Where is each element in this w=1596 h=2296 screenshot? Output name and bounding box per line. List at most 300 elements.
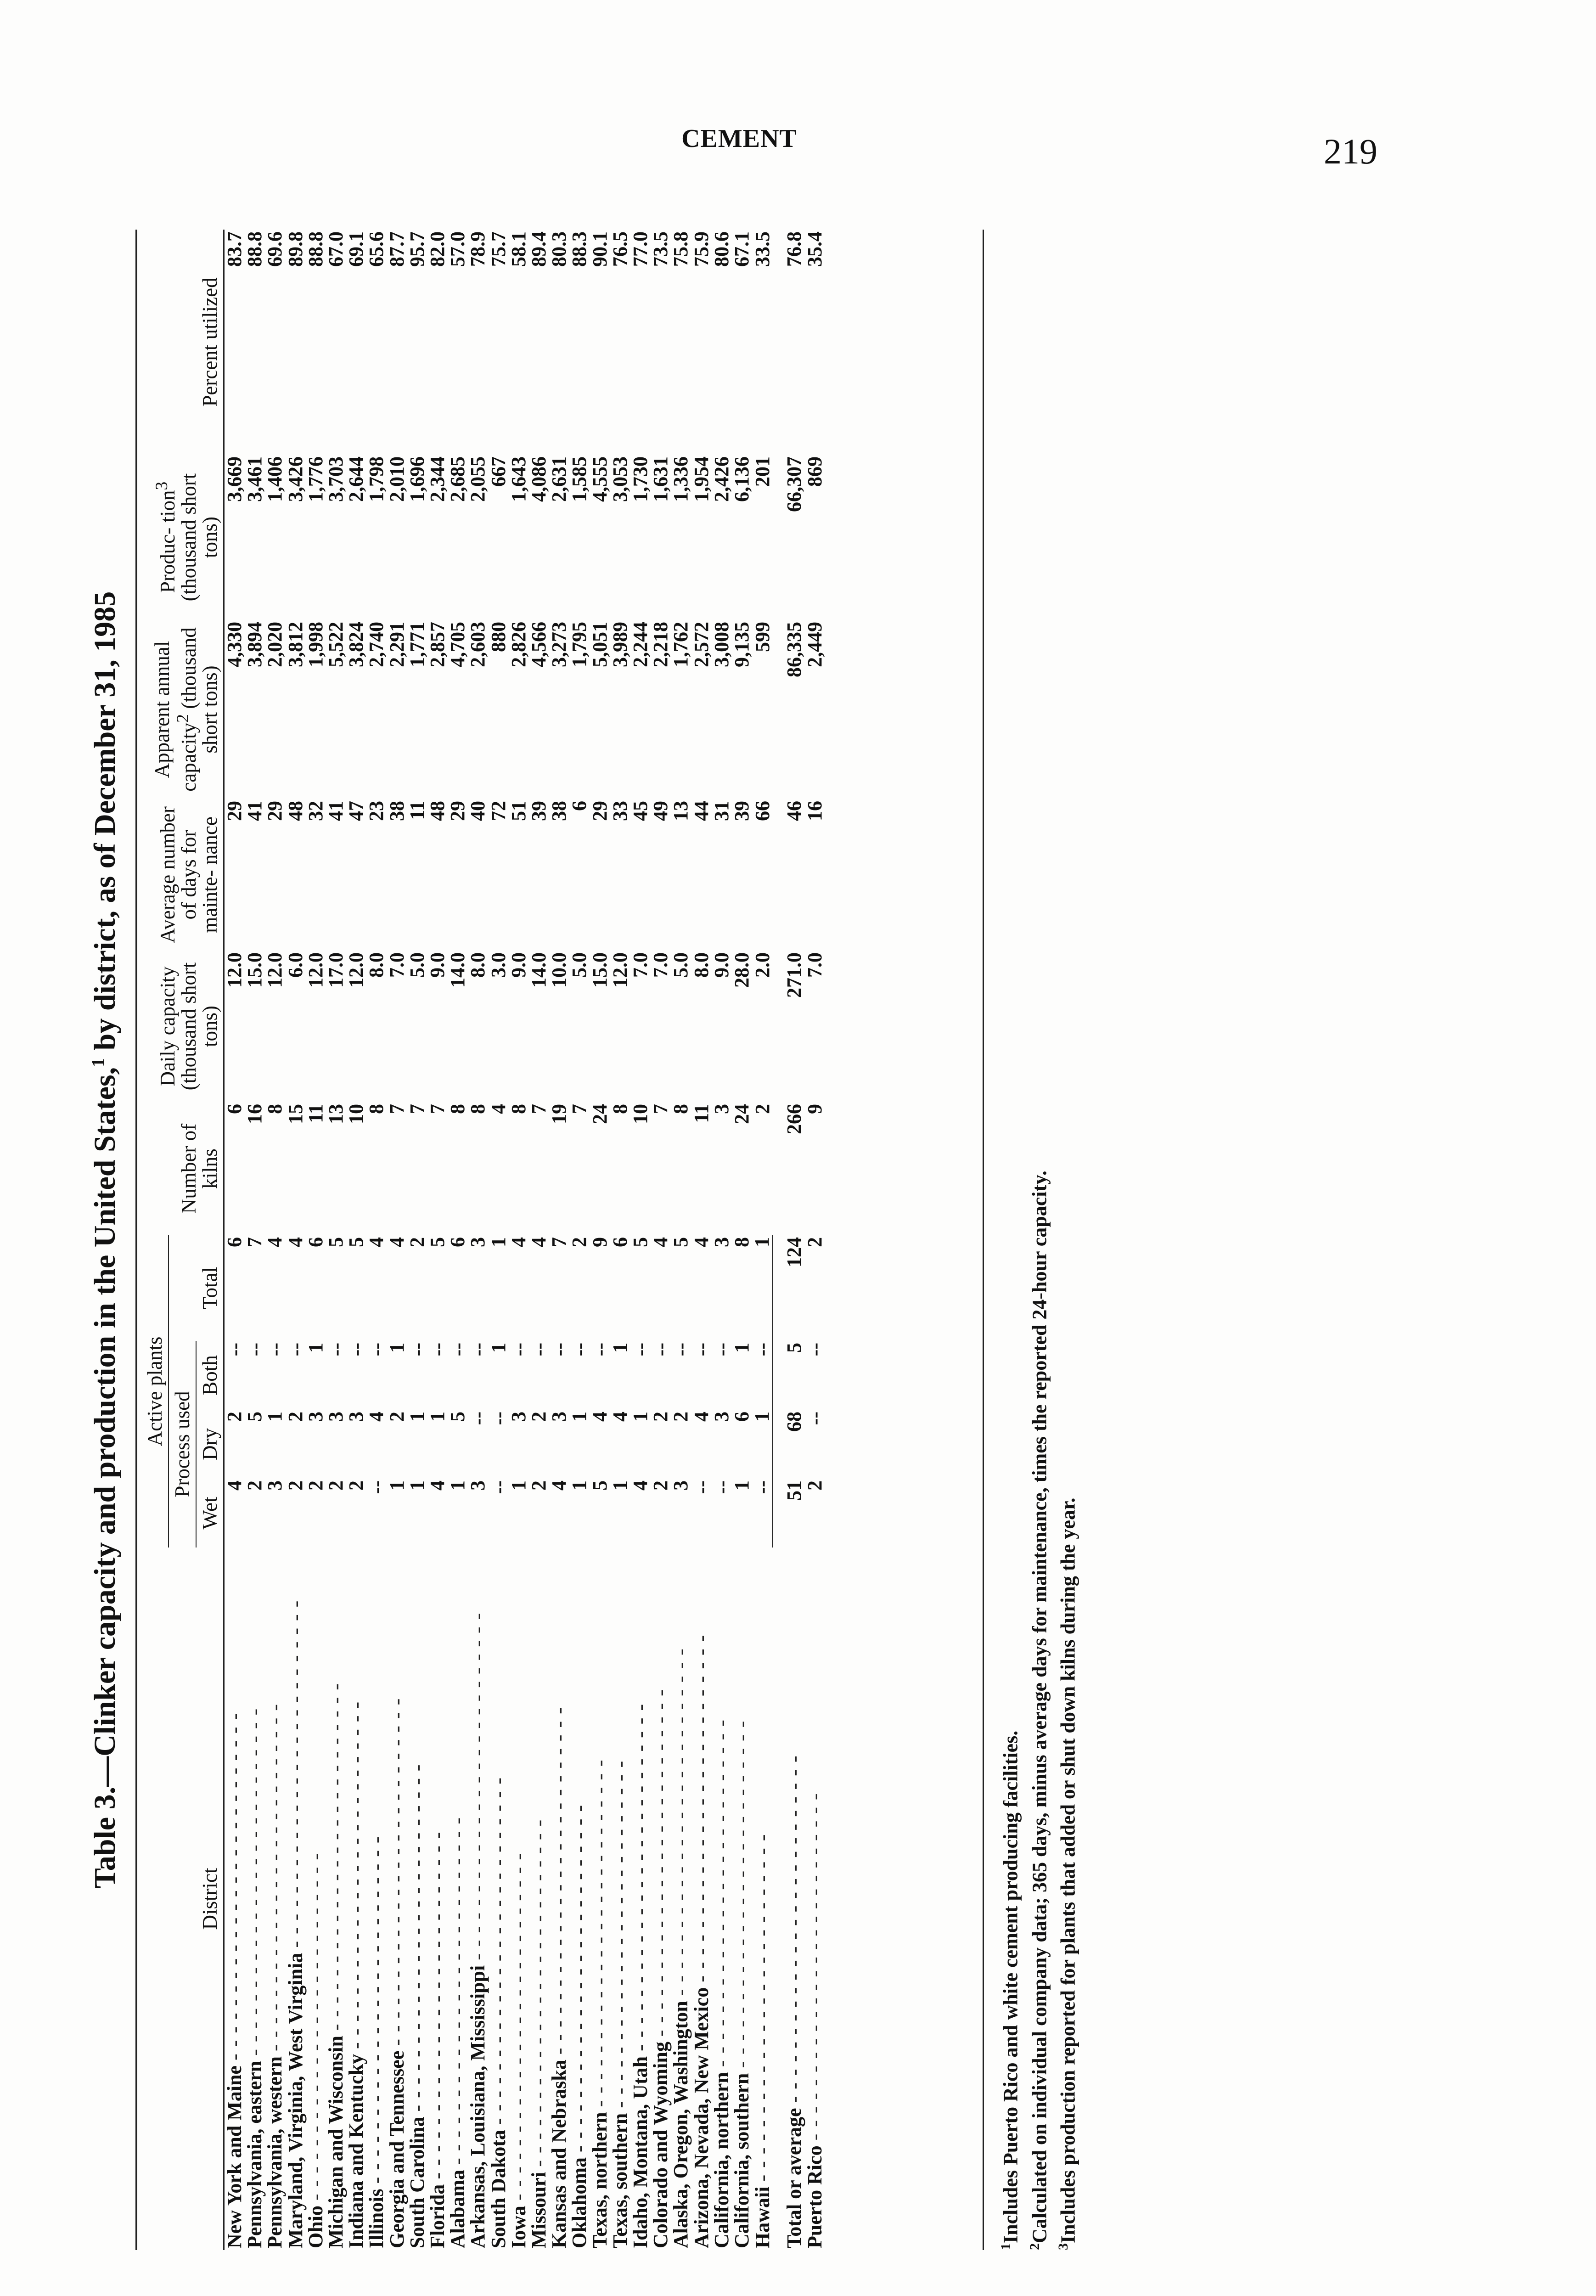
district-cell — [265, 1548, 285, 2250]
cell-apparent: 2,218 — [649, 621, 672, 667]
dot-leader: - - - - - - - - - - - - - - - - - - - - - - - - - - — [783, 1755, 806, 2103]
cell-production: 201 — [751, 456, 774, 487]
dot-leader: - - - - - - - - - - - - - - - - - - - - - - - - - - — [649, 1688, 672, 2037]
cell-percent: 67.1 — [731, 231, 753, 267]
cell-daily: 8.0 — [466, 952, 489, 978]
cell-dry: 4 — [588, 1412, 611, 1422]
cell-both: -- — [325, 1343, 348, 1356]
footnote-mark: 3 — [1056, 2243, 1071, 2250]
district-name: Florida — [426, 2184, 449, 2248]
cell-apparent: 4,566 — [528, 621, 551, 667]
cell-apparent: 2,244 — [629, 621, 652, 667]
cell-total: 4 — [528, 1237, 551, 1247]
district-cell — [569, 1548, 590, 2250]
cell-kilns: 15 — [284, 1103, 307, 1124]
cell-apparent: 3,812 — [284, 621, 307, 667]
cell-dry: 2 — [669, 1412, 692, 1422]
cell-wet: 4 — [426, 1480, 449, 1491]
cell-both: -- — [345, 1343, 368, 1356]
cell-apparent: 2,826 — [507, 621, 530, 667]
cell-kilns: 7 — [426, 1103, 449, 1114]
cell-maint: 39 — [528, 800, 551, 821]
table-body — [224, 230, 825, 2250]
cell-maint: 45 — [629, 800, 652, 821]
table-row — [569, 230, 590, 2250]
cell-total: 5 — [669, 1237, 692, 1247]
cell-production: 1,585 — [568, 456, 591, 502]
cell-production: 2,685 — [446, 456, 469, 502]
dot-leader: - - - - - - - - - - - - - - - - - - - - - - - - - - — [385, 1697, 408, 2046]
cell-wet: 1 — [568, 1480, 591, 1491]
district-name: Texas, northern — [588, 2112, 611, 2248]
header-dry: Dry — [196, 1410, 224, 1479]
cell-daily: 12.0 — [304, 952, 327, 988]
cell-kilns: 7 — [568, 1103, 591, 1114]
dot-leader: - - - - - - - - - - - - - - - - - - - - - - - - - - — [528, 1818, 551, 2167]
cell-maint: 51 — [507, 800, 530, 821]
district-name: Pennsylvania, western — [264, 2056, 287, 2248]
district-name: Texas, southern — [608, 2113, 631, 2248]
cell-daily: 5.0 — [669, 952, 692, 978]
cell-both: -- — [223, 1343, 246, 1356]
cell-kilns: 8 — [264, 1103, 287, 1114]
cell-wet: 3 — [669, 1480, 692, 1491]
dot-leader: - - - - - - - - - - - - - - - - - - - - - - - - - - — [466, 1612, 489, 1960]
dot-leader: - - - - - - - - - - - - - - - - - - - - - - - - - - — [507, 1852, 530, 2201]
cell-production: 3,461 — [243, 456, 266, 502]
cell-total: 4 — [649, 1237, 672, 1247]
cell-wet: 1 — [405, 1480, 428, 1491]
table-header — [141, 230, 224, 2250]
cell-dry: 1 — [264, 1412, 287, 1422]
cell-production: 1,406 — [264, 456, 287, 502]
district-name: Iowa — [507, 2206, 530, 2248]
cell-maint: 29 — [264, 800, 287, 821]
cell-both: -- — [803, 1343, 826, 1356]
cell-total: 6 — [223, 1237, 246, 1247]
table-row — [224, 230, 245, 2250]
cell-total: 4 — [690, 1237, 713, 1247]
dot-leader: - - - - - - - - - - - - - - - - - - - - - - - - - - — [608, 1760, 631, 2108]
header-apparent-capacity — [141, 620, 224, 799]
cell-kilns: 10 — [345, 1103, 368, 1124]
cell-percent: 67.0 — [325, 231, 348, 267]
district-name: Puerto Rico — [803, 2145, 826, 2248]
table-row — [752, 230, 773, 2250]
header-wet: Wet — [196, 1479, 224, 1548]
cell-both: -- — [710, 1343, 733, 1356]
cell-kilns: 10 — [629, 1103, 652, 1124]
cell-production: 1,643 — [507, 456, 530, 502]
table-row — [468, 230, 488, 2250]
cell-daily: 28.0 — [731, 952, 753, 988]
cell-production: 3,669 — [223, 456, 246, 502]
cell-kilns: 11 — [690, 1103, 713, 1123]
header-production-units: (thousand short tons) — [177, 473, 221, 602]
table-row — [448, 230, 468, 2250]
cell-apparent: 2,572 — [690, 621, 713, 667]
cell-maint: 48 — [284, 800, 307, 821]
district-name: Illinois — [365, 2189, 388, 2248]
cell-total: 5 — [345, 1237, 368, 1247]
cell-wet: 1 — [507, 1480, 530, 1491]
cell-apparent: 3,894 — [243, 621, 266, 667]
district-cell — [366, 1548, 387, 2250]
cell-apparent: 3,824 — [345, 621, 368, 667]
dot-leader: - - - - - - - - - - - - - - - - - - - - - - - - - - — [690, 1634, 713, 1982]
cell-production: 66,307 — [783, 456, 806, 512]
district-cell — [671, 1548, 691, 2250]
dot-leader: - - - - - - - - - - - - - - - - - - - - - - - - - - — [629, 1703, 652, 2051]
dot-leader: - - - - - - - - - - - - - - - - - - - - - - - - - - — [731, 1720, 753, 2068]
cell-dry: 1 — [752, 1410, 773, 1479]
cell-percent: 69.1 — [345, 231, 368, 267]
district-name: Michigan and Wisconsin — [325, 2036, 348, 2248]
cell-apparent: 3,008 — [710, 621, 733, 667]
cell-total: 5 — [325, 1237, 348, 1247]
district-name: Alaska, Oregon, Washington — [669, 2001, 692, 2248]
header-daily-capacity: Daily capacity (thousand short tons) — [141, 951, 224, 1102]
district-cell — [286, 1548, 306, 2250]
footnote — [1023, 230, 1052, 2250]
cell-both: 1 — [608, 1343, 631, 1353]
header-kilns: Number of kilns — [141, 1102, 224, 1235]
cell-apparent: 4,330 — [223, 621, 246, 667]
table-row — [509, 230, 529, 2250]
cell-both: 1 — [731, 1343, 753, 1353]
cell-maint: 38 — [385, 800, 408, 821]
district-name: California, northern — [710, 2072, 733, 2248]
cell-total: 4 — [284, 1237, 307, 1247]
cell-daily: 9.0 — [507, 952, 530, 978]
cell-production: 2,426 — [710, 456, 733, 502]
dot-leader: - - - - - - - - - - - - - - - - - - - - - - - - - - — [803, 1792, 826, 2141]
cell-both: -- — [568, 1343, 591, 1356]
cell-percent: 65.6 — [365, 231, 388, 267]
cell-kilns: 13 — [325, 1103, 348, 1124]
cell-daily: 2.0 — [751, 952, 774, 978]
cell-total: 1 — [487, 1237, 510, 1247]
cell-dry: 3 — [548, 1412, 571, 1422]
district-cell — [326, 1548, 346, 2250]
cell-daily: 5.0 — [405, 952, 428, 978]
cell-kilns: 7 — [528, 1103, 551, 1114]
district-cell — [346, 1548, 366, 2250]
cell-maint: 66 — [751, 800, 774, 821]
cell-wet: -- — [690, 1480, 713, 1494]
cell-wet: 4 — [223, 1480, 246, 1491]
cell-daily: 7.0 — [803, 952, 826, 978]
cell-daily: 6.0 — [284, 952, 307, 978]
cell-maint: 49 — [649, 800, 672, 821]
cell-daily: 9.0 — [710, 952, 733, 978]
cell-percent: 73.5 — [649, 231, 672, 267]
cell-production: 3,053 — [608, 456, 631, 502]
cell-kilns: 8 — [365, 1103, 388, 1114]
cell-kilns: 8 — [466, 1103, 489, 1114]
footnotes — [994, 230, 1080, 2250]
table-row — [712, 230, 732, 2250]
cell-both: -- — [629, 1343, 652, 1356]
dot-leader: - - - - - - - - - - - - - - - - - - - - - - - - - - — [669, 1648, 692, 1996]
district-cell — [651, 1548, 671, 2250]
cell-daily: 3.0 — [487, 952, 510, 978]
cell-kilns: 8 — [446, 1103, 469, 1114]
total-row — [784, 230, 804, 2250]
table-row — [306, 230, 326, 2250]
table-row — [387, 230, 407, 2250]
district-name: South Dakota — [487, 2130, 510, 2248]
cell-both: 5 — [783, 1343, 806, 1353]
footnote-text: Calculated on individual company data; 365 days, minus average days for maintenance, times the reported 24-hour capacity. — [1028, 1171, 1051, 2243]
cell-both: -- — [264, 1343, 287, 1356]
cell-maint: 48 — [426, 800, 449, 821]
dot-leader: - - - - - - - - - - - - - - - - - - - - - - - - - - — [304, 1852, 327, 2201]
table-row — [630, 230, 651, 2250]
cell-dry: 1 — [426, 1412, 449, 1422]
cell-daily: 5.0 — [568, 952, 591, 978]
district-cell — [427, 1548, 448, 2250]
dot-leader: - - - - - - - - - - - - - - - - - - - - - - - - - - — [548, 1706, 571, 2055]
cell-kilns: 3 — [710, 1103, 733, 1114]
district-cell — [691, 1548, 712, 2250]
cell-kilns: 24 — [588, 1103, 611, 1124]
district-name: Colorado and Wyoming — [649, 2042, 672, 2248]
cell-both: 1 — [385, 1343, 408, 1353]
header-both: Both — [196, 1341, 224, 1410]
cell-production: 667 — [487, 456, 510, 487]
cell-wet: 2 — [325, 1480, 348, 1491]
cell-total: 7 — [548, 1237, 571, 1247]
cell-total: 7 — [243, 1237, 266, 1247]
cell-daily: 14.0 — [528, 952, 551, 988]
footnote-mark: 2 — [1027, 2243, 1042, 2250]
cell-maint: 23 — [365, 800, 388, 821]
cell-wet: 2 — [304, 1480, 327, 1491]
cell-production: 2,010 — [385, 456, 408, 502]
page-number: 219 — [1324, 131, 1377, 171]
district-cell — [448, 1548, 468, 2250]
cell-kilns: 16 — [243, 1103, 266, 1124]
district-cell — [549, 1548, 569, 2250]
header-production-text: Produc- tion — [156, 490, 179, 593]
cell-percent: 88.8 — [304, 231, 327, 267]
district-name: Hawaii — [751, 2186, 774, 2248]
dot-leader: - - - - - - - - - - - - - - - - - - - - - - - - - - — [588, 1759, 611, 2107]
cell-daily: 9.0 — [426, 952, 449, 978]
cell-both: -- — [649, 1343, 672, 1356]
cell-dry: 1 — [629, 1412, 652, 1422]
dot-leader: - - - - - - - - - - - - - - - - - - - - - - - - - - — [365, 1835, 388, 2184]
cell-percent: 78.9 — [466, 231, 489, 267]
cell-kilns: 2 — [751, 1103, 774, 1114]
header-active-plants: Active plants — [141, 1235, 169, 1548]
dot-leader: - - - - - - - - - - - - - - - - - - - - - - - - - - — [710, 1719, 733, 2067]
district-cell — [509, 1548, 529, 2250]
table-row — [366, 230, 387, 2250]
district-cell — [245, 1548, 265, 2250]
table-title — [87, 230, 123, 2250]
cell-dry: 5 — [446, 1412, 469, 1422]
total-row — [805, 230, 825, 2250]
district-cell — [468, 1548, 488, 2250]
district-cell — [610, 1548, 630, 2250]
cell-percent: 89.4 — [528, 231, 551, 267]
cell-maint: 13 — [669, 800, 692, 821]
cell-percent: 35.4 — [803, 231, 826, 267]
cell-maint: 39 — [731, 800, 753, 821]
dot-leader: - - - - - - - - - - - - - - - - - - - - - - - - - - — [446, 1816, 469, 2165]
cell-dry: 3 — [710, 1412, 733, 1422]
district-cell — [732, 1548, 752, 2250]
district-name: Alabama — [446, 2169, 469, 2248]
cell-total: 5 — [426, 1237, 449, 1247]
cell-production: 1,954 — [690, 456, 713, 502]
cell-maint: 29 — [223, 800, 246, 821]
cell-total: 6 — [608, 1237, 631, 1247]
header-production-mark: 3 — [152, 481, 171, 490]
table-title-footnote-mark: 1 — [88, 1058, 108, 1067]
dot-leader: - - - - - - - - - - - - - - - - - - - - - - - - - - — [568, 1804, 591, 2152]
cell-maint: 72 — [487, 800, 510, 821]
cell-dry: 1 — [568, 1412, 591, 1422]
table-row — [427, 230, 448, 2250]
cell-apparent: 9,135 — [731, 621, 753, 667]
cell-total: 2 — [568, 1237, 591, 1247]
table-title-part2: by district, as of December 31, 1985 — [88, 591, 122, 1058]
district-cell — [805, 1548, 825, 2250]
district-name: New York and Maine — [223, 2065, 246, 2248]
cell-total: 3 — [710, 1237, 733, 1247]
cell-total: 2 — [803, 1237, 826, 1247]
cell-total: 3 — [466, 1237, 489, 1247]
district-cell — [306, 1548, 326, 2250]
district-name: Oklahoma — [568, 2157, 591, 2248]
cell-apparent: 880 — [487, 621, 510, 652]
header-apparent-capacity-units: (thousand short tons) — [177, 627, 221, 754]
cell-apparent: 1,762 — [669, 621, 692, 667]
cell-total: 6 — [446, 1237, 469, 1247]
cell-kilns: 266 — [783, 1103, 806, 1134]
cell-wet: 1 — [385, 1480, 408, 1491]
running-head: CEMENT — [681, 124, 797, 153]
cell-dry: 2 — [223, 1412, 246, 1422]
cell-production: 1,696 — [405, 456, 428, 502]
cell-total: 4 — [507, 1237, 530, 1247]
cell-dry: 4 — [690, 1412, 713, 1422]
cell-wet: 2 — [803, 1480, 826, 1491]
district-cell — [489, 1548, 509, 2250]
cell-percent: 83.7 — [223, 231, 246, 267]
cell-both: -- — [243, 1343, 266, 1356]
table-row — [489, 230, 509, 2250]
table-row — [590, 230, 610, 2250]
cell-kilns: 4 — [487, 1103, 510, 1114]
dot-leader: - - - - - - - - - - - - - - - - - - - - - - - - - - — [487, 1777, 510, 2125]
district-cell — [712, 1548, 732, 2250]
table-row — [407, 230, 427, 2250]
cell-apparent: 86,335 — [783, 621, 806, 677]
cell-wet: 4 — [548, 1480, 571, 1491]
district-name: Idaho, Montana, Utah — [629, 2056, 652, 2248]
cell-maint: 41 — [243, 800, 266, 821]
cell-total: 4 — [365, 1237, 388, 1247]
table-title-part1: Table 3.—Clinker capacity and production in the United States, — [88, 1067, 122, 1889]
dot-leader: - - - - - - - - - - - - - - - - - - - - - - - - - - — [426, 1831, 449, 2179]
cell-both: -- — [405, 1343, 428, 1356]
cell-maint: 41 — [325, 800, 348, 821]
cell-total: 2 — [405, 1237, 428, 1247]
table-row — [326, 230, 346, 2250]
cell-apparent: 5,051 — [588, 621, 611, 667]
district-cell — [224, 1548, 245, 2250]
dot-leader: - - - - - - - - - - - - - - - - - - - - - - - - - - — [405, 1763, 428, 2112]
table-row — [529, 230, 549, 2250]
cell-percent: 80.3 — [548, 231, 571, 267]
cell-wet: 2 — [243, 1480, 266, 1491]
district-name: Total or average — [783, 2108, 806, 2248]
cell-percent: 76.5 — [608, 231, 631, 267]
cell-both: -- — [365, 1343, 388, 1356]
cell-wet: 5 — [588, 1480, 611, 1491]
cell-both: -- — [548, 1343, 571, 1356]
cell-both: -- — [669, 1343, 692, 1356]
cell-daily: 7.0 — [629, 952, 652, 978]
table-bottom-rule — [983, 230, 984, 2250]
footnote-text: Includes production reported for plants that added or shut down kilns during the year. — [1057, 1497, 1079, 2243]
cell-percent: 75.8 — [669, 231, 692, 267]
cell-apparent: 2,603 — [466, 621, 489, 667]
cell-daily: 7.0 — [649, 952, 672, 978]
cell-daily: 17.0 — [325, 952, 348, 988]
dot-leader: - - - - - - - - - - - - - - - - - - - - - - - - - - — [325, 1683, 348, 2031]
district-name: Georgia and Tennessee — [385, 2050, 408, 2248]
cell-dry: 2 — [649, 1412, 672, 1422]
table-top-rule — [135, 230, 137, 2250]
table-row — [671, 230, 691, 2250]
cell-daily: 15.0 — [243, 952, 266, 988]
cell-maint: 44 — [690, 800, 713, 821]
cell-daily: 271.0 — [783, 952, 806, 998]
cell-dry: 1 — [405, 1412, 428, 1422]
cell-dry: 2 — [385, 1412, 408, 1422]
cell-percent: 76.8 — [783, 231, 806, 267]
table-row — [651, 230, 671, 2250]
cell-kilns: 7 — [385, 1103, 408, 1114]
district-cell — [529, 1548, 549, 2250]
district-cell — [387, 1548, 407, 2250]
cell-total: 124 — [783, 1237, 806, 1267]
district-name: Pennsylvania, eastern — [243, 2060, 266, 2248]
cell-maint: 16 — [803, 800, 826, 821]
cell-dry: 68 — [783, 1412, 806, 1432]
cell-kilns: 9 — [803, 1103, 826, 1114]
cell-both: 1 — [487, 1343, 510, 1353]
cell-total: 9 — [588, 1237, 611, 1247]
cell-both: -- — [690, 1343, 713, 1356]
district-name: Arkansas, Louisiana, Mississippi — [466, 1965, 489, 2248]
cell-apparent: 599 — [751, 621, 774, 652]
cell-production: 1,776 — [304, 456, 327, 502]
district-name: South Carolina — [405, 2116, 428, 2248]
cell-production: 2,631 — [548, 456, 571, 502]
cell-apparent: 1,795 — [568, 621, 591, 667]
cell-daily: 14.0 — [446, 952, 469, 988]
cell-wet: -- — [487, 1480, 510, 1494]
cell-daily: 12.0 — [264, 952, 287, 988]
cell-apparent: 2,449 — [803, 621, 826, 667]
cell-apparent: 3,989 — [608, 621, 631, 667]
